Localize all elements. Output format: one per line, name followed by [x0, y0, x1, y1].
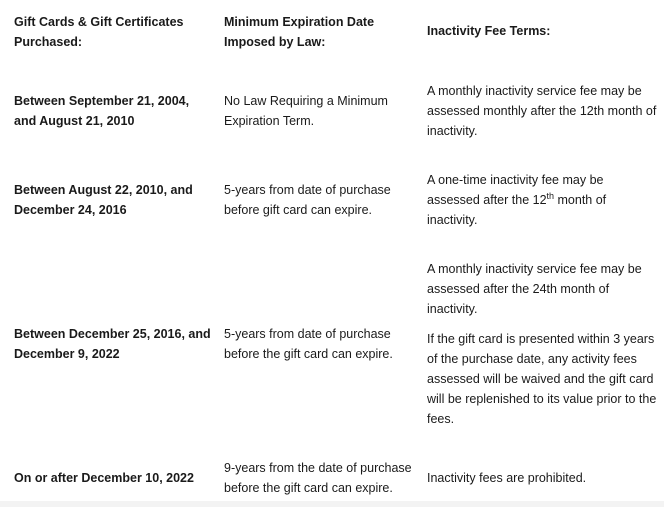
row2-fee-text: A one-time inactivity fee may be assessed after the 12 [427, 173, 604, 207]
row4-period: On or after December 10, 2022 [14, 471, 194, 485]
header-expiration: Minimum Expiration Date Imposed by Law: [224, 15, 375, 49]
row2-fee-text-end: month of inactivity. [427, 193, 607, 227]
row2-fee-superscript: th [546, 190, 555, 201]
bottom-edge [0, 501, 664, 507]
row3-fee-waiver: If the gift card is presented within 3 years of the purchase date, any activity fees assessed will be waived and the gift card will be replenished to its value prior to the fees. [427, 332, 657, 426]
header-inactivity-fee: Inactivity Fee Terms: [427, 24, 551, 38]
row1-expiration: No Law Requiring a Minimum Expiration Term. [224, 94, 388, 128]
row2-period: Between August 22, 2010, and December 24, 2016 [14, 183, 193, 217]
row2-expiration: 5-years from date of purchase before gift card can expire. [224, 183, 391, 217]
row3-expiration: 5-years from date of purchase before the gift card can expire. [224, 327, 393, 361]
row4-fee: Inactivity fees are prohibited. [427, 471, 587, 485]
header-purchased: Gift Cards & Gift Certificates Purchased: [14, 15, 184, 49]
row4-expiration: 9-years from the date of purchase before the gift card can expire. [224, 461, 412, 495]
row1-fee: A monthly inactivity service fee may be assessed monthly after the 12th month of inactivity. [427, 84, 657, 138]
row2-fee [427, 170, 652, 230]
row3-fee-monthly: A monthly inactivity service fee may be assessed after the 24th month of inactivity. [427, 262, 642, 316]
row1-period: Between September 21, 2004, and August 21, 2010 [14, 94, 190, 128]
row3-period: Between December 25, 2016, and December 9, 2022 [14, 327, 211, 361]
